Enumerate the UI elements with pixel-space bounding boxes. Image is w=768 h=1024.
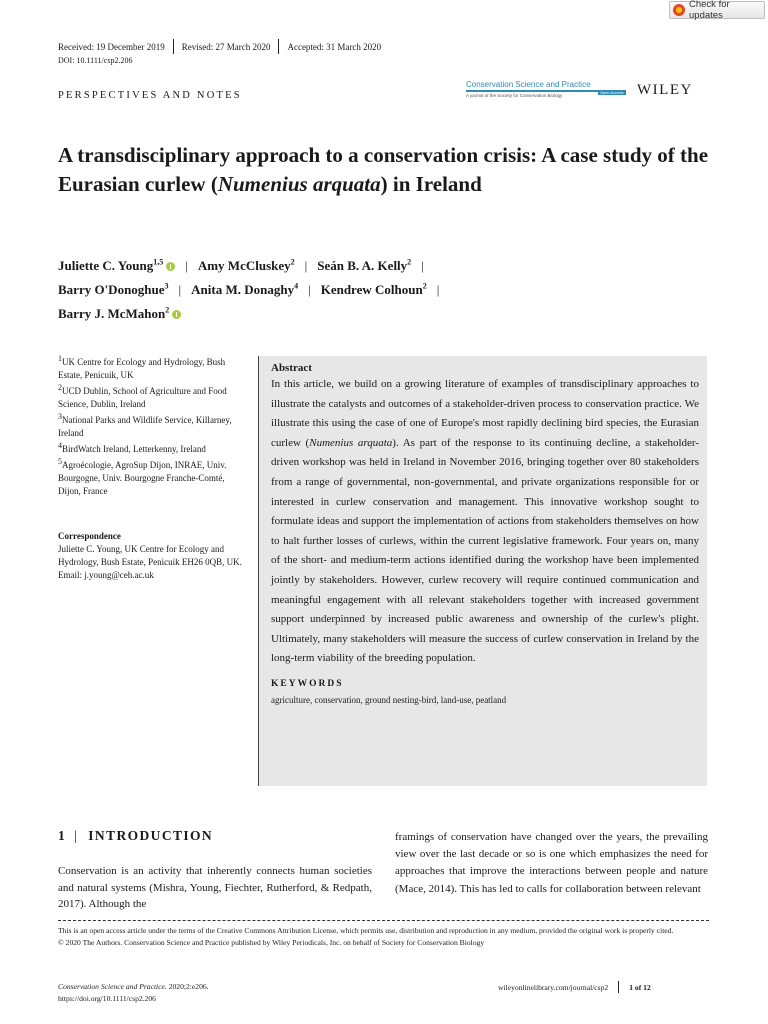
page-number: 1 of 12: [629, 982, 651, 992]
check-for-updates-label: Check for updates: [689, 0, 730, 21]
journal-logo-subtitle: A journal of the Society for Conservation Biology: [466, 93, 563, 98]
keywords: agriculture, conservation, ground nesting-bird, land-use, peatland: [271, 694, 507, 705]
species-name: Numenius arquata: [309, 436, 393, 449]
author-list: Juliette C. Young$^{1,5}$ | Amy McCluskey$^2$ | Seán B. A. Kelly$^2$ | Barry O'Donoghue$^3$ | Anita M. Donaghy$^4$ | Kendrew Colhoun$^2$ | Barry J. McMahon$^2$: [58, 254, 718, 326]
author[interactable]: Kendrew Colhoun$^2$: [320, 281, 427, 297]
keywords-heading: KEYWORDS: [271, 678, 344, 689]
abstract-box: [258, 356, 707, 786]
author[interactable]: Juliette C. Young$^{1,5}$: [58, 257, 164, 273]
doi: DOI: 10.1111/csp2.206: [58, 56, 133, 65]
affiliation: $^1$UK Centre for Ecology and Hydrology, Bush Estate, Penicuik, UK: [58, 354, 226, 380]
article-dates: [58, 39, 389, 54]
abstract-text: In this article, we build on a growing literature of examples of transdisciplinary approaches to illustrate the catalysts and outcomes of a stakeholder-driven process to conservation practice. We illustrate this using the case of one of Europe's most rapidly declining bird species, the Eurasian curlew (Numenius arquata). As part of the response to its continuing decline, a stakeholder-driven workshop was held in Ireland in November 2016, bringing together over 80 stakeholders from a range of governmental, non-governmental, and private organizations responsible for or interested in curlew conservation and management. This innovative workshop sought to formulate ideas and support the implementation of actions from stakeholders themselves on how to halt further losses of curlews, within the current legislative framework. Four years on, many of the short- and medium-term actions identified during the workshop have been implemented jointly by stakeholders. However, curlew recovery will require continued communication and meaningful engagement with all relevant stakeholders together with increased government support underpinned by increased public awareness and ownership of the curlew's plight. Ultimately, many stakeholders will measure the success of curlew conservation in Ireland by the long-term viability of the breeding population.: [271, 378, 699, 665]
section-heading-introduction: 1 | INTRODUCTION: [58, 828, 214, 843]
affiliation: $^2$UCD Dublin, School of Agriculture and Food Science, Dublin, Ireland: [58, 383, 227, 409]
revised-date: Revised: 27 March 2020: [181, 41, 271, 52]
correspondence-address: Juliette C. Young, UK Centre for Ecology and Hydrology, Bush Estate, Penicuik EH26 0QB, UK.: [58, 544, 242, 567]
author[interactable]: Seán B. A. Kelly$^2$: [317, 257, 412, 273]
doi-link[interactable]: https://doi.org/10.1111/csp2.206: [58, 994, 156, 1003]
journal-logo-rule: [466, 90, 598, 92]
open-access-badge: Open Access: [600, 90, 624, 95]
abstract-heading: Abstract: [271, 362, 312, 374]
journal-logo: [466, 80, 626, 98]
journal-website-link[interactable]: wileyonlinelibrary.com/journal/csp2: [498, 982, 609, 992]
check-for-updates-button[interactable]: [669, 1, 765, 19]
correspondence-heading: Correspondence: [58, 531, 121, 541]
affiliation: $^3$National Parks and Wildlife Service, Killarney, Ireland: [58, 412, 232, 438]
author[interactable]: Anita M. Donaghy$^4$: [191, 281, 299, 297]
license-text: This is an open access article under the terms of the Creative Commons Attribution License, which permits use, distribution and reproduction in any medium, provided the original work is properly cited.: [58, 926, 674, 935]
body-text-column-2: framings of conservation have changed over the years, the prevailing view over the last decade or so is one which emphasizes the need for approaches that improve the interactions between people and nature (Mace, 2014). This has led to calls for collaboration between relevant: [395, 831, 708, 895]
citation-volume: 2020;2:e206.: [166, 982, 209, 991]
license-notice: [58, 925, 709, 949]
footer-divider: [58, 920, 709, 921]
citation-journal: Conservation Science and Practice.: [58, 982, 167, 991]
footer-right: [498, 981, 651, 993]
author[interactable]: Amy McCluskey$^2$: [197, 257, 295, 273]
author[interactable]: Barry O'Donoghue$^3$: [58, 281, 169, 297]
correspondence: [58, 530, 248, 582]
affiliation: $^5$Agroécologie, AgroSup Dijon, INRAE, Univ. Bourgogne, Univ. Bourgogne Franche-Comté, Dijon, France: [58, 457, 227, 496]
article-title: A transdisciplinary approach to a conservation crisis: A case study of the Eurasian curlew (Numenius arquata) in Ireland: [58, 143, 709, 196]
accepted-date: Accepted: 31 March 2020: [287, 41, 382, 52]
species-name: Numenius arquata: [217, 172, 381, 196]
crossmark-icon: [673, 4, 685, 16]
received-date: Received: 19 December 2019: [58, 41, 165, 52]
body-text-column-1: Conservation is an activity that inherently connects human societies and natural systems (Mishra, Young, Fiechter, Rutherford, & Redpath, 2017). Although the: [58, 865, 372, 910]
orcid-icon[interactable]: [172, 310, 181, 319]
section-label: PERSPECTIVES AND NOTES: [58, 90, 242, 101]
orcid-icon[interactable]: [166, 262, 175, 271]
journal-logo-name: Conservation Science and Practice: [466, 80, 591, 89]
copyright-text: © 2020 The Authors. Conservation Science and Practice published by Wiley Periodicals, Inc. on behalf of Society for Conservation Biology: [58, 938, 485, 947]
publisher-logo: WILEY: [637, 82, 693, 98]
citation: [58, 981, 209, 1005]
author[interactable]: Barry J. McMahon$^2$: [58, 305, 170, 321]
correspondence-email[interactable]: Email: j.young@ceh.ac.uk: [58, 570, 154, 580]
affiliation: $^4$BirdWatch Ireland, Letterkenny, Ireland: [58, 441, 206, 454]
affiliations: [58, 356, 248, 501]
footer-separator: [618, 981, 619, 993]
